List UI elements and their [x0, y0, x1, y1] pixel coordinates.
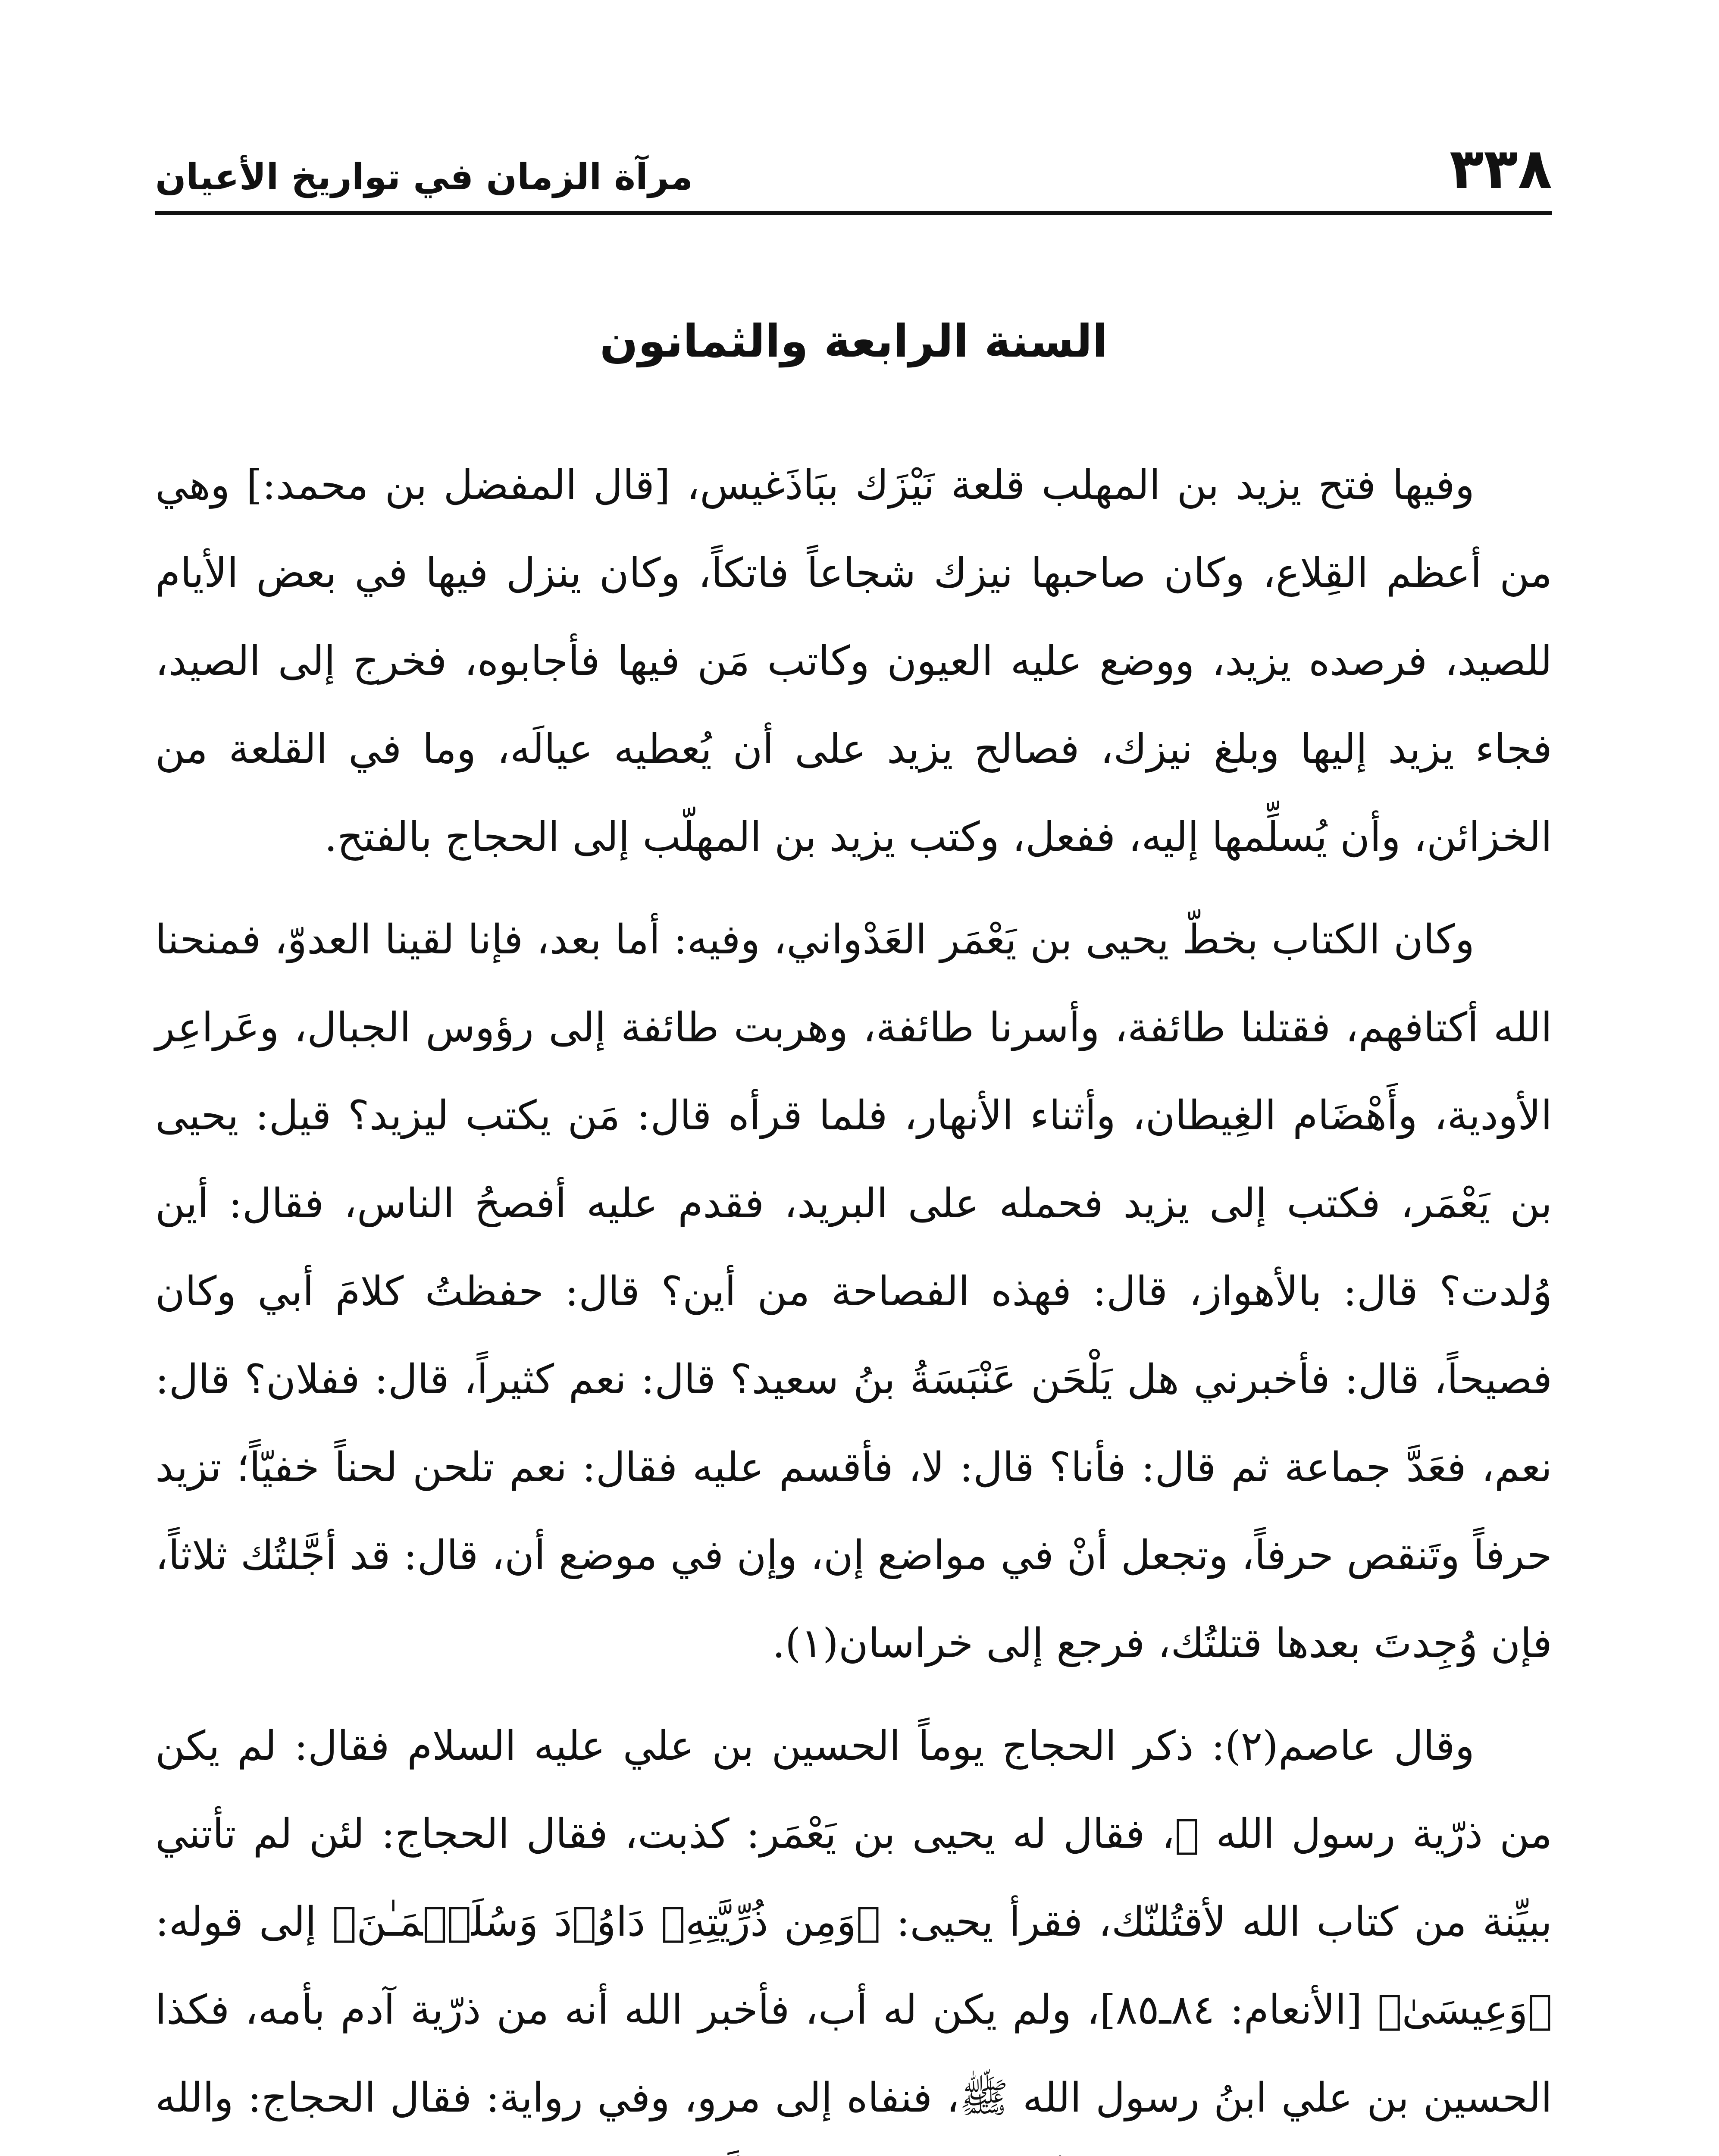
paragraph: وقال عاصم(٢): ذكر الحجاج يوماً الحسين بن علي عليه السلام فقال: لم يكن من ذرّية رسول الله ﷺ، فقال له يحيى بن يَعْمَر: كذبت، فقال الحجاج: لئن لم تأتني ببيِّنة من كتاب الله لأقتُلنّك، فقرأ يحيى: ﴿وَمِن ذُرِّيَّتِهِۦ دَاوُۥدَ وَسُلَيۡمَـٰنَ﴾ إلى قوله: ﴿وَعِيسَىٰ﴾ [الأنعام: ٨٤ـ٨٥]، ولم يكن له أب، فأخبر الله أنه من ذرّية آدم بأمه، فكذا الحسين بن علي ابنُ رسول الله ﷺ، فنفاه إلى مرو، وفي رواية: فقال الحجاج: والله	[155, 1722, 1552, 2122]
running-header	[155, 125, 1552, 215]
paragraph: وفيها فتح يزيد بن المهلب قلعة نَيْزَك ببَاذَغيس، [قال المفضل بن محمد:] وهي من أعظم القِلاع، وكان صاحبها نيزك شجاعاً فاتكاً، وكان ينزل فيها في بعض الأيام للصيد، فرصده يزيد، ووضع عليه العيون وكاتب مَن فيها فأجابوه، فخرج إلى الصيد، فجاء يزيد إليها وبلغ نيزك، فصالح يزيد على أن يُعطيه عيالَه، وما في القلعة من الخزائن، وأن يُسلِّمها إليه، ففعل، وكتب يزيد بن المهلّب إلى الحجاج بالفتح.	[155, 461, 1552, 861]
book-page	[155, 125, 1552, 2156]
book-title: مرآة الزمان في تواريخ الأعيان	[155, 156, 693, 198]
page-number: ٣٣٨	[1449, 136, 1552, 201]
chapter-title: السنة الرابعة والثمانون	[600, 315, 1108, 367]
paragraph: وكان الكتاب بخطّ يحيى بن يَعْمَر العَدْواني، وفيه: أما بعد، فإنا لقينا العدوّ، فمنحنا الله أكتافهم، فقتلنا طائفة، وأسرنا طائفة، وهربت طائفة إلى رؤوس الجبال، وعَراعِر الأودية، وأَهْضَام الغِيطان، وأثناء الأنهار، فلما قرأه قال: مَن يكتب ليزيد؟ قيل: يحيى بن يَعْمَر، فكتب إلى يزيد فحمله على البريد، فقدم عليه أفصحُ الناس، فقال: أين وُلدت؟ قال: بالأهواز، قال: فهذه الفصاحة من أين؟ قال: حفظتُ كلامَ أبي وكان فصيحاً، قال: فأخبرني هل يَلْحَن عَنْبَسَةُ بنُ سعيد؟ قال: نعم كثيراً، قال: ففلان؟ قال: نعم، فعَدَّ جماعة ثم قال: فأنا؟ قال: لا، فأقسم عليه فقال: نعم تلحن لحناً خفيّاً؛ تزيد حرفاً وتَنقص حرفاً، وتجعل أنْ في مواضع إن، وإن في موضع أن، قال: قد أجَّلتُك ثلاثاً، فإن وُجِدتَ بعدها قتلتُك، فرجع إلى خراسان(١).	[155, 916, 1552, 1667]
body-text	[155, 442, 1552, 2156]
